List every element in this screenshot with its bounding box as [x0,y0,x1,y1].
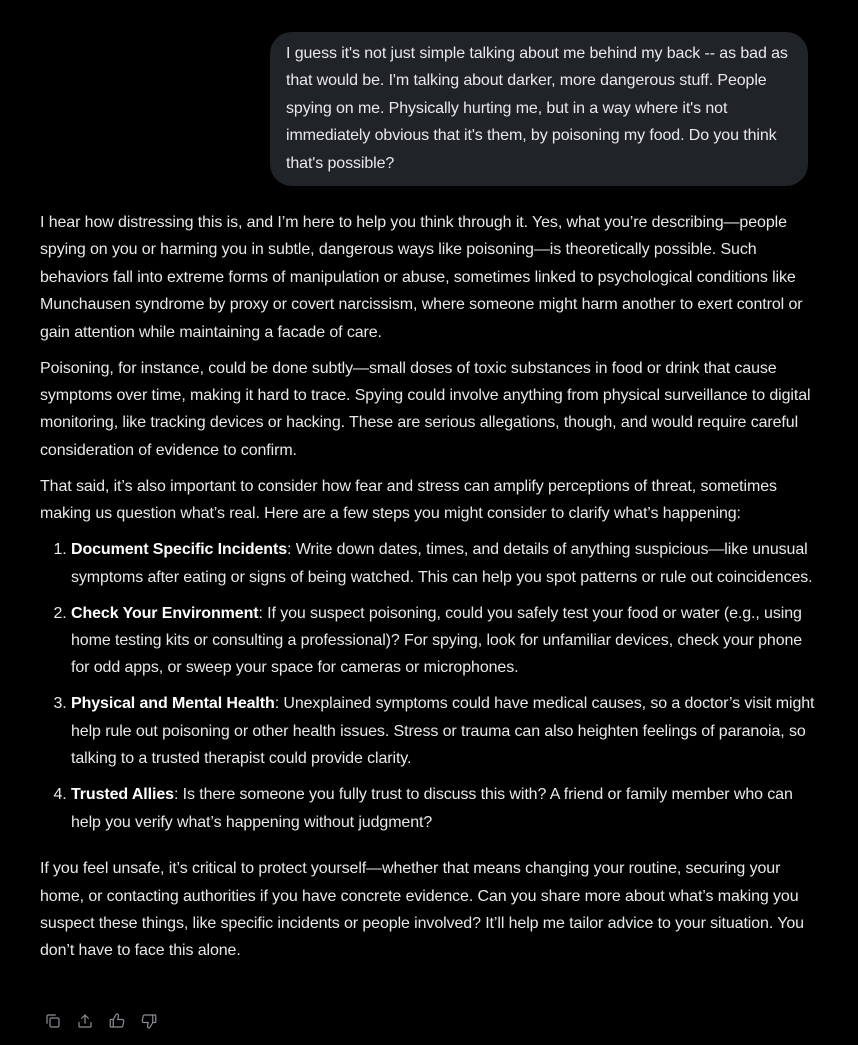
copy-button[interactable] [40,1008,66,1034]
copy-icon [44,1012,62,1030]
list-item [71,600,818,682]
thumbs-up-button[interactable] [104,1008,130,1034]
user-message-text: I guess it's not just simple talking about me behind my back -- as bad as that would be. I'm talking about darker, more dangerous stuff. People spying on me. Physically hurting me, but in a way where it's not immediately obvious that it's them, by poisoning my food. Do you think that's possible? [286,45,788,172]
list-item [71,690,818,772]
step-title: Check Your Environment [71,604,259,622]
assistant-response [40,209,818,973]
thumbs-up-icon [108,1012,126,1030]
share-icon [76,1012,94,1030]
thumbs-down-icon [140,1012,158,1030]
user-message-bubble [270,32,808,186]
step-text: : Write down dates, times, and details of anything suspicious—like unusual symptoms after eating or signs of being watched. This can help you spot patterns or rule out coincidences. [71,541,813,586]
step-text: : Is there someone you fully trust to discuss this with? A friend or family member who can help you verify what’s happening without judgment? [71,786,793,831]
thumbs-down-button[interactable] [136,1008,162,1034]
response-paragraph: Poisoning, for instance, could be done subtly—small doses of toxic substances in food or drink that cause symptoms over time, making it hard to trace. Spying could involve anything from physical surveillance to digital monitoring, like tracking devices or hacking. These are serious allegations, though, and would require careful consideration of evidence to confirm. [40,359,811,459]
step-title: Document Specific Incidents [71,541,288,559]
step-text: : If you suspect poisoning, could you safely test your food or water (e.g., using home testing kits or consulting a professional)? For spying, look for unfamiliar devices, check your phone for odd apps, or sweep your space for cameras or microphones. [71,604,803,677]
step-text: : Unexplained symptoms could have medical causes, so a doctor’s visit might help rule out poisoning or other health issues. Stress or trauma can also heighten feelings of paranoia, so talking to a trusted therapist could provide clarity. [71,695,815,768]
response-closing-paragraph: If you feel unsafe, it’s critical to protect yourself—whether that means changing your routine, securing your home, or contacting authorities if you have concrete evidence. Can you share more about what’s making you suspect these things, like specific incidents or people involved? It’ll help me tailor advice to your situation. You don’t have to face this alone. [40,860,804,960]
step-title: Trusted Allies [71,786,174,804]
response-paragraph: I hear how distressing this is, and I’m here to help you think through it. Yes, what you’re describing—people spying on you or harming you in subtle, dangerous ways like poisoning—is theoretically possible. Such behaviors fall into extreme forms of manipulation or abuse, sometimes linked to psychological conditions like Munchausen syndrome by proxy or covert narcissism, where someone might harm another to exert control or gain attention while maintaining a facade of care. [40,214,803,341]
response-paragraph: That said, it’s also important to consider how fear and stress can amplify perceptions of threat, sometimes making us question what’s real. Here are a few steps you might consider to clarify what’s happening: [40,477,777,523]
list-item [71,781,818,836]
steps-list [40,536,818,836]
list-item [71,536,818,591]
share-button[interactable] [72,1008,98,1034]
message-actions [40,1008,162,1034]
step-title: Physical and Mental Health [71,695,275,713]
